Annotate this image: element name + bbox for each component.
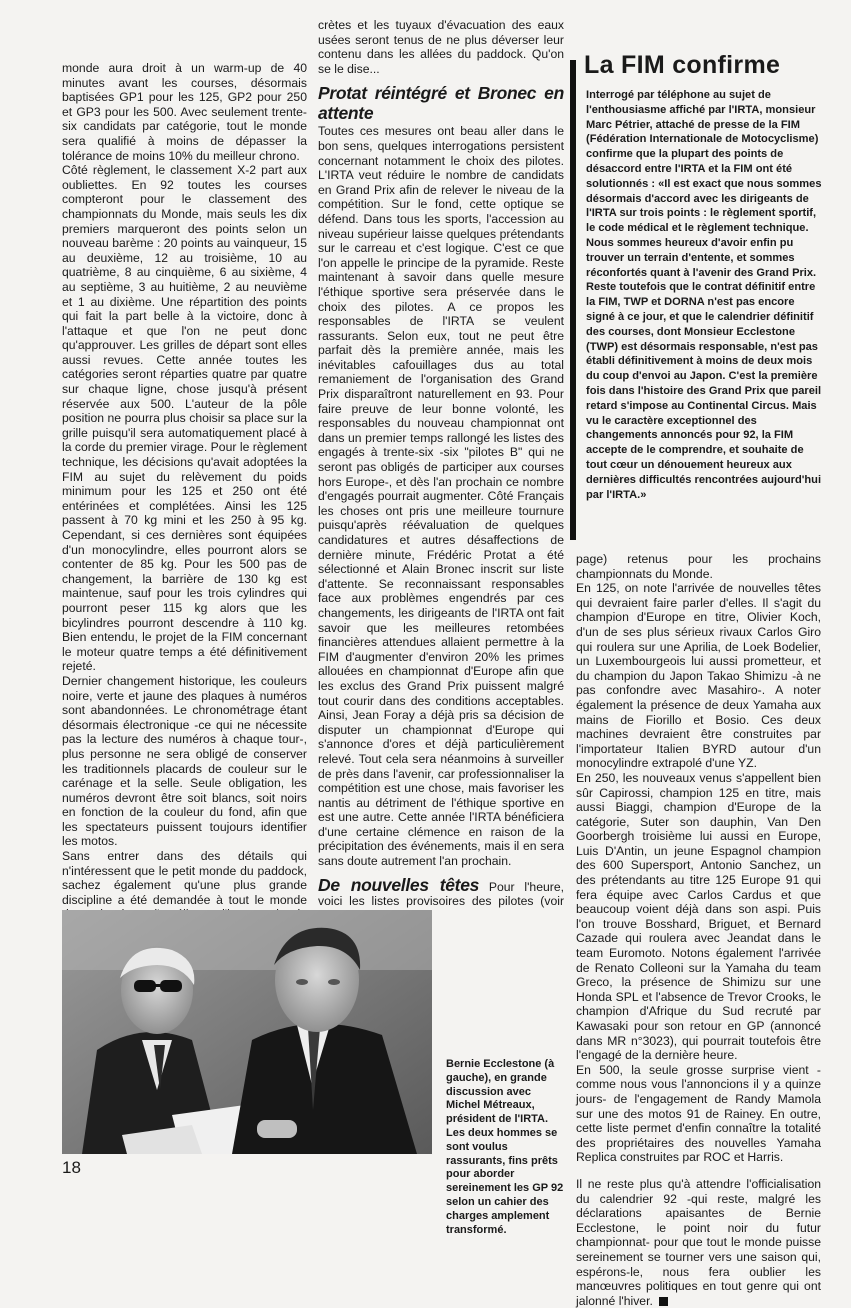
section-heading-nouvelles-tetes: De nouvelles têtes	[318, 874, 480, 895]
paragraph: En 250, les nouveaux venus s'appellent bien sûr Capirossi, champion 125 en titre, mais aussi Biaggi, champion d'Europe de la catégorie, Suter son dauphin, Van Den Goorbergh troisième lui aussi en Europe, Luis D'Antin, un jeune Espagnol champion des 600 Supersport, Antonio Sanchez, un des prétendants au titre 125 Europe 91 qui fera équipe avec Carlos Cardus et que beaucoup voient déjà dans son aspi. Puis l'on trouve Bosshard, Briguet, et Bernard Cazade qui roulera avec Jeandat dans le team Euromoto. Notons également l'arrivée de Renato Colleoni sur la Yamaha du team Greco, la présence de Shimizu sur une Honda SPL et l'absence de Trevor Crooks, le champion d'Afrique du Sud recruté par Kawasaki pour son retour en GP (annoncé dans MR n°3023), qui pourrait toutefois être l'engagé de la dernière heure.	[576, 770, 821, 1063]
paragraph-text: Il ne reste plus qu'à attendre l'officialisation du calendrier 92 -qui reste, malgré les déclarations apaisantes de Bernie Ecclestone, le point noir du futur championnat- pour que tout le monde puisse sereinement se tourner vers une saison qui, espérons-le, nous fera oublier les manœuvres politiques en tout genre qui ont jalonné l'hiver.	[576, 1176, 821, 1308]
paragraph-text: Pour l'heure, voici les listes provisoires des pilotes (voir	[318, 879, 564, 909]
paragraph: monde aura droit à un warm-up de 40 minutes avant les courses, désormais baptisées GP1 pour les 125, GP2 pour 250 et GP3 pour les 500. Avec seulement trente-six candidats par catégorie, tout le monde sera qualifié à moins de dépasser la tolérance de moins 10% du meilleur chrono.	[62, 61, 307, 163]
paragraph: crètes et les tuyaux d'évacuation des eaux usées seront tenus de ne plus déverser leur contenu dans les allées du paddock. Qu'on se le dise...	[318, 18, 564, 76]
photo-ecclestone-metreaux	[62, 910, 432, 1154]
article-column-3	[576, 552, 821, 1308]
paragraph: Sans entrer dans des détails qui n'intéressent que le petit monde du paddock, sachez également qu'une plus grande discipline a été demandée à tout le monde	[62, 849, 307, 907]
section-heading-protat: Protat réintégré et Bronec en attente	[318, 83, 564, 124]
photo-caption: Bernie Ecclestone (à gauche), en grande discussion avec Michel Métreaux, président de l'IRTA. Les deux hommes se sont voulus rassurants, fins prêts pour aborder sereinement les GP 92 selon un cahier des charges amplement transformé.	[446, 1058, 564, 1236]
page-number: 18	[62, 1158, 81, 1177]
article-column-2	[318, 18, 564, 908]
paragraph: page) retenus pour les prochains championnats du Monde.	[576, 552, 821, 581]
end-mark-icon	[659, 1297, 668, 1306]
sidebar-box-fim	[570, 46, 828, 544]
paragraph: Dernier changement historique, les couleurs noire, verte et jaune des plaques à numéros sont abandonnées. Le chronométrage étant désormais électronique -ce qui ne nécessite pas la lecture des numéros à chaque tour-, plus personne ne sera obligé de conserver les traditionnels placards de couleur sur le carénage et la selle. Seule obligation, les numéros devront être soit blancs, soit noirs en fonction de la couleur du fond, afin que les spectateurs puissent toujours identifier les motos.	[62, 673, 307, 849]
final-paragraph	[576, 1177, 821, 1308]
article-column-1	[62, 61, 307, 911]
paragraph: En 500, la seule grosse surprise vient -comme nous vous l'annoncions il y a quinze jours- de l'engagement de Randy Mamola sur une des motos 91 de Rainey. En outre, cette liste permet d'enfin connaître la totalité des propriétaires des nouvelles Yamaha Replica construites par ROC et Harris.	[576, 1062, 821, 1165]
box-accent-bar	[570, 60, 576, 540]
box-title: La FIM confirme	[584, 51, 781, 79]
paragraph: Toutes ces mesures ont beau aller dans le bon sens, quelques interrogations persistent concernant notamment le choix des pilotes. L'IRTA veut réduire le nombre de candidats en Grand Prix afin de relever le niveau de la compétition. Sur le fond, cette optique se défend. Dans tous les sports, l'accession au niveau supérieur laisse quelques prétendants sur le carreau et c'est logique. C'est ce que l'on appelle le principe de la pyramide. Reste maintenant à savoir dans quelle mesure l'éthique sportive sera préservée dans le choix des pilotes. A ce propos les responsables de l'IRTA se veulent rassurants. Selon eux, tout ne peut être parfait dès la première année, mais les inévitables cafouillages dus au total remaniement de l'organisation des Grand Prix disparaîtront naturellement en 93. Pour faire preuve de leur bonne volonté, les responsables du nouveau championnat ont dans un premier temps rallongé les listes des engagés à trente-six -six "pilotes B" qui ne seront pas obligés de participer aux courses hors Europe-, et dès l'an prochain ce nombre d'engagés pourrait augmenter. Côté Français les choses ont pris une meilleure tournure puisqu'après réévaluation de quelques candidatures et autres désaffections de dernière minute, Frédéric Protat a été sélectionné et Alain Bronec inscrit sur liste d'attente. Se reconnaissant responsables face aux problèmes engendrés par ces changements, les dirigeants de l'IRTA ont fait savoir que les meilleures retombées financières attendues allaient permettre à la FIM d'augmenter d'environ 20% les primes allouées en championnat d'Europe afin que les exclus des Grand Prix puissent malgré tout courir dans des conditions acceptables. Ainsi, Jean Foray a déjà pris sa décision de disputer un championnat d'Europe qui s'annonce d'ores et déjà particulièrement relevé. Tout cela sera néanmoins à surveiller de près dans l'avenir, car professionnaliser la compétition est une chose, mais favoriser les nantis au détriment de l'éthique sportive en est une autre. Cette année l'IRTA bénéficiera d'une certaine clémence en raison de la précipitation des événements, mais il en sera sans doute autrement l'an prochain.	[318, 124, 564, 869]
box-text: Interrogé par téléphone au sujet de l'enthousiasme affiché par l'IRTA, monsieur Marc Pétrier, attaché de presse de la FIM (Fédération Internationale de Motocyclisme) confirme que la plupart des points de désaccord entre l'IRTA et la FIM ont été solutionnés : «Il est exact que nous sommes désormais d'accord avec les dirigeants de l'IRTA sur trois points : le règlement sportif, le code médical et le règlement technique. Nous sommes heureux d'avoir enfin pu trouver un terrain d'entente, et sommes réconfortés quant à l'avenir des Grand Prix. Reste toutefois que le contrat définitif entre la FIM, TWP et DORNA n'est pas encore signé à ce jour, et que le calendrier définitif des courses, dont Monsieur Ecclestone (TWP) est désormais responsable, n'est pas établi définitivement à moins de deux mois du coup d'envoi au Japon. C'est la première fois dans l'histoire des Grand Prix que pareil retard s'impose au Continental Circus. Mais vu le caractère exceptionnel des changements annoncés pour 92, la FIM accepte de le comprendre, et souhaite de tout cœur un dénouement heureux aux dernières difficultés rencontrées aujourd'hui par l'IRTA.»	[586, 89, 822, 501]
paragraph: En 125, on note l'arrivée de nouvelles têtes qui devraient faire parler d'elles. Il s'agit du champion d'Europe en titre, Olivier Koch, d'un de ses plus sérieux rivaux Carlos Giro qui roulera sur une Aprilia, de Loek Bodelier, un Luxembourgeois lui aussi prometteur, et du champion du Japon Takao Shimizu -à ne pas confondre avec Masahiro-. A noter également la présence de deux Yamaha aux mains de Fiorillo et Bosio. Ces deux machines devraient être construites par l'importateur Italien BYRD autour d'un monocylindre extrapolé d'une YZ.	[576, 581, 821, 771]
paragraph: Côté règlement, le classement X-2 part aux oubliettes. En 92 toutes les courses compteront pour le classement des championnats du Monde, mais seuls les dix premiers marqueront des points selon un nouveau barème : 20 points au vainqueur, 15 au deuxième, 12 au troisième, 10 au quatrième, 8 au cinquième, 6 au sixième, 4 au septième, 3 au huitième, 2 au neuvième et 1 au dixième. Une répartition des points qui fait la part belle à la victoire, donc à l'attaque et que l'on ne peut donc qu'approuver. Les grilles de départ sont elles aussi revues. Cette année toutes les catégories seront réparties quatre par quatre sur chaque ligne, chose jusqu'à présent réservée aux 500. L'auteur de la pôle position ne pourra plus choisir sa place sur la grille puisqu'il sera automatiquement placé à la corde du premier virage. Pour le règlement technique, les décisions qu'avait adoptées la FIM au sujet du relèvement du poids minimum pour les 125 et 250 ont été entérinées et complétées. Ainsi les 125 passent à 70 kg mini et les 250 à 95 kg. Cependant, si ces dernières sont équipées d'un monocylindre, elles pourront alors se contenter de 85 kg. Pour les 500 pas de changement, la barrière de 130 kg est maintenue, sauf pour les trois cylindres qui pourront peser 115 kg alors que les bicylindres pourront descendre à 110 kg. Bien entendu, le projet de la FIM concernant le moteur quatre temps a été définitivement rejeté.	[62, 163, 307, 674]
